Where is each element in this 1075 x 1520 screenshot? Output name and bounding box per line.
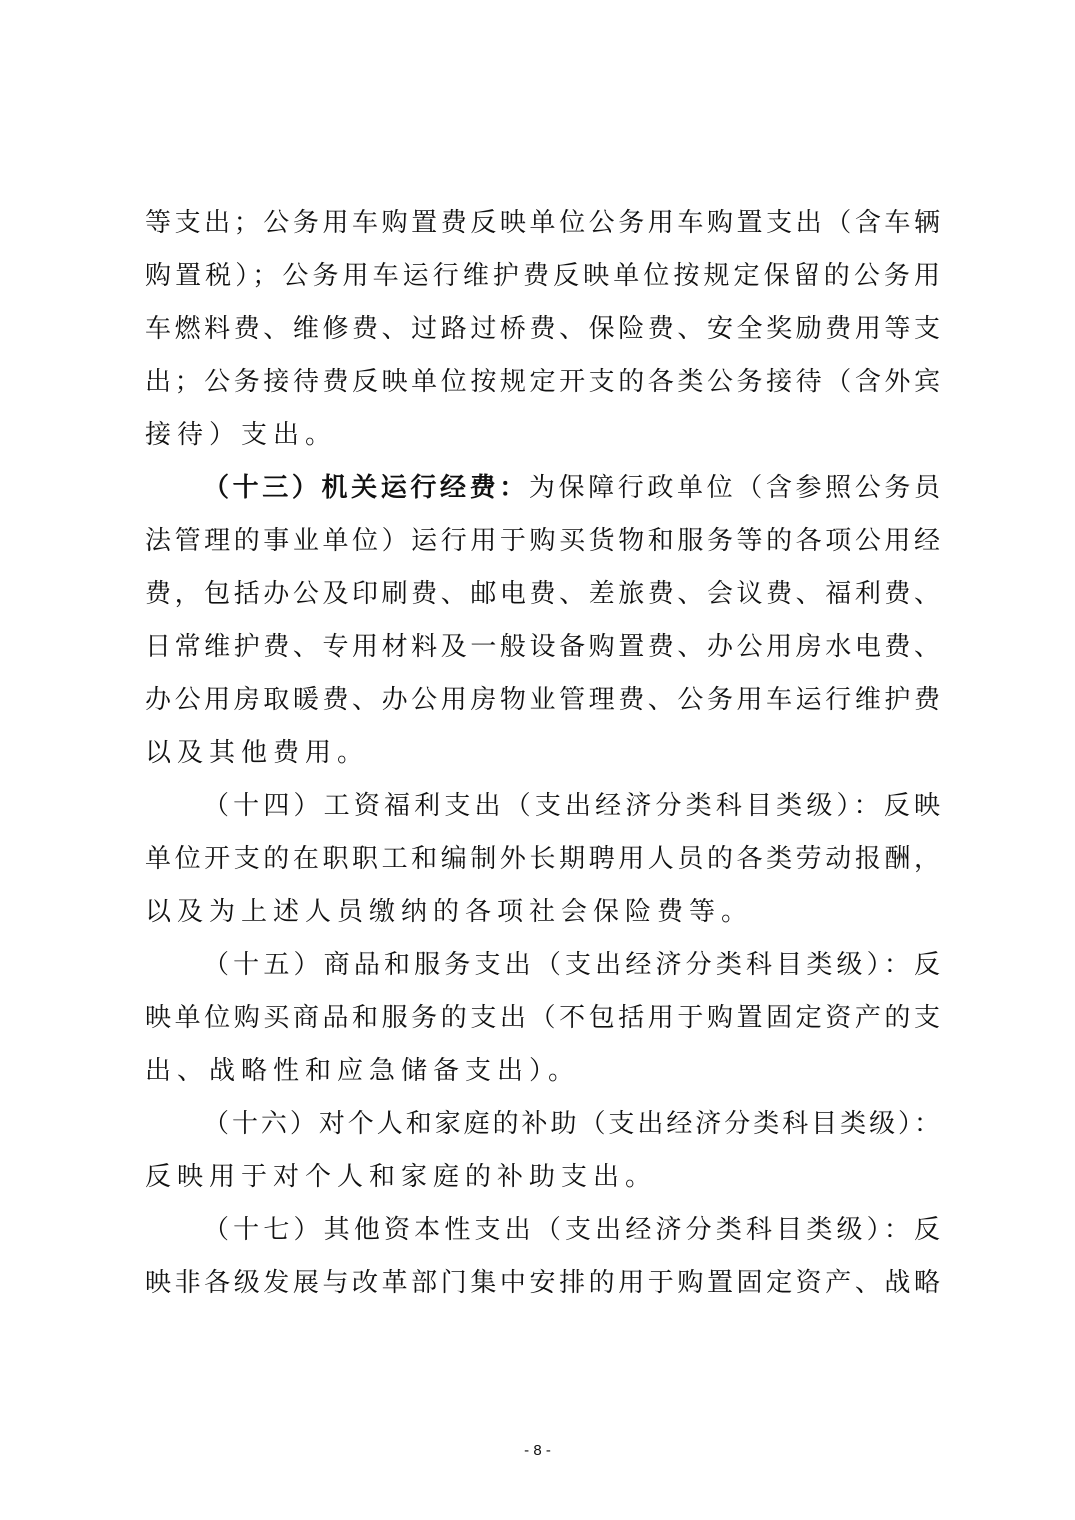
text-line: 单位开支的在职职工和编制外长期聘用人员的各类劳动报酬， bbox=[145, 844, 940, 874]
page-number: - 8 - bbox=[524, 1442, 551, 1459]
text-line: 出、战略性和应急储备支出）。 bbox=[145, 1056, 581, 1086]
text-line: 法管理的事业单位）运行用于购买货物和服务等的各项公用经 bbox=[145, 526, 940, 556]
text-line: 购置税）；公务用车运行维护费反映单位按规定保留的公务用 bbox=[145, 261, 940, 291]
text-line: 映非各级发展与改革部门集中安排的用于购置固定资产、战略 bbox=[145, 1268, 940, 1298]
text-line: （十七）其他资本性支出（支出经济分类科目类级）：反 bbox=[203, 1215, 940, 1245]
text-line: 接待）支出。 bbox=[145, 420, 338, 450]
item-heading: （十三）机关运行经费： bbox=[203, 473, 529, 503]
text-line: （十六）对个人和家庭的补助（支出经济分类科目类级）： bbox=[203, 1109, 940, 1139]
text-line: 反映用于对个人和家庭的补助支出。 bbox=[145, 1162, 658, 1192]
text-line: 以及为上述人员缴纳的各项社会保险费等。 bbox=[145, 897, 754, 927]
text-line: （十四）工资福利支出（支出经济分类科目类级）：反映 bbox=[203, 791, 940, 821]
text-line: 车燃料费、维修费、过路过桥费、保险费、安全奖励费用等支 bbox=[145, 314, 940, 344]
text-line: 以及其他费用。 bbox=[145, 738, 370, 768]
text-line: 办公用房取暖费、办公用房物业管理费、公务用车运行维护费 bbox=[145, 685, 940, 715]
text-line: 费，包括办公及印刷费、邮电费、差旅费、会议费、福利费、 bbox=[145, 579, 940, 609]
paragraph-item-13 bbox=[145, 465, 940, 783]
text-run: 为保障行政单位（含参照公务员 bbox=[528, 473, 940, 503]
text-line: （十五）商品和服务支出（支出经济分类科目类级）：反 bbox=[203, 950, 940, 980]
paragraph-item-14 bbox=[145, 783, 940, 942]
text-line: 出；公务接待费反映单位按规定开支的各类公务接待（含外宾 bbox=[145, 367, 940, 397]
paragraph-public-vehicle bbox=[145, 200, 940, 465]
paragraph-item-17 bbox=[145, 1207, 940, 1313]
paragraph-item-16 bbox=[145, 1101, 940, 1207]
text-line: 等支出；公务用车购置费反映单位公务用车购置支出（含车辆 bbox=[145, 208, 940, 238]
paragraph-item-15 bbox=[145, 942, 940, 1101]
text-line bbox=[145, 465, 940, 518]
text-line: 映单位购买商品和服务的支出（不包括用于购置固定资产的支 bbox=[145, 1003, 940, 1033]
text-line: 日常维护费、专用材料及一般设备购置费、办公用房水电费、 bbox=[145, 632, 940, 662]
body-text bbox=[145, 200, 940, 1313]
